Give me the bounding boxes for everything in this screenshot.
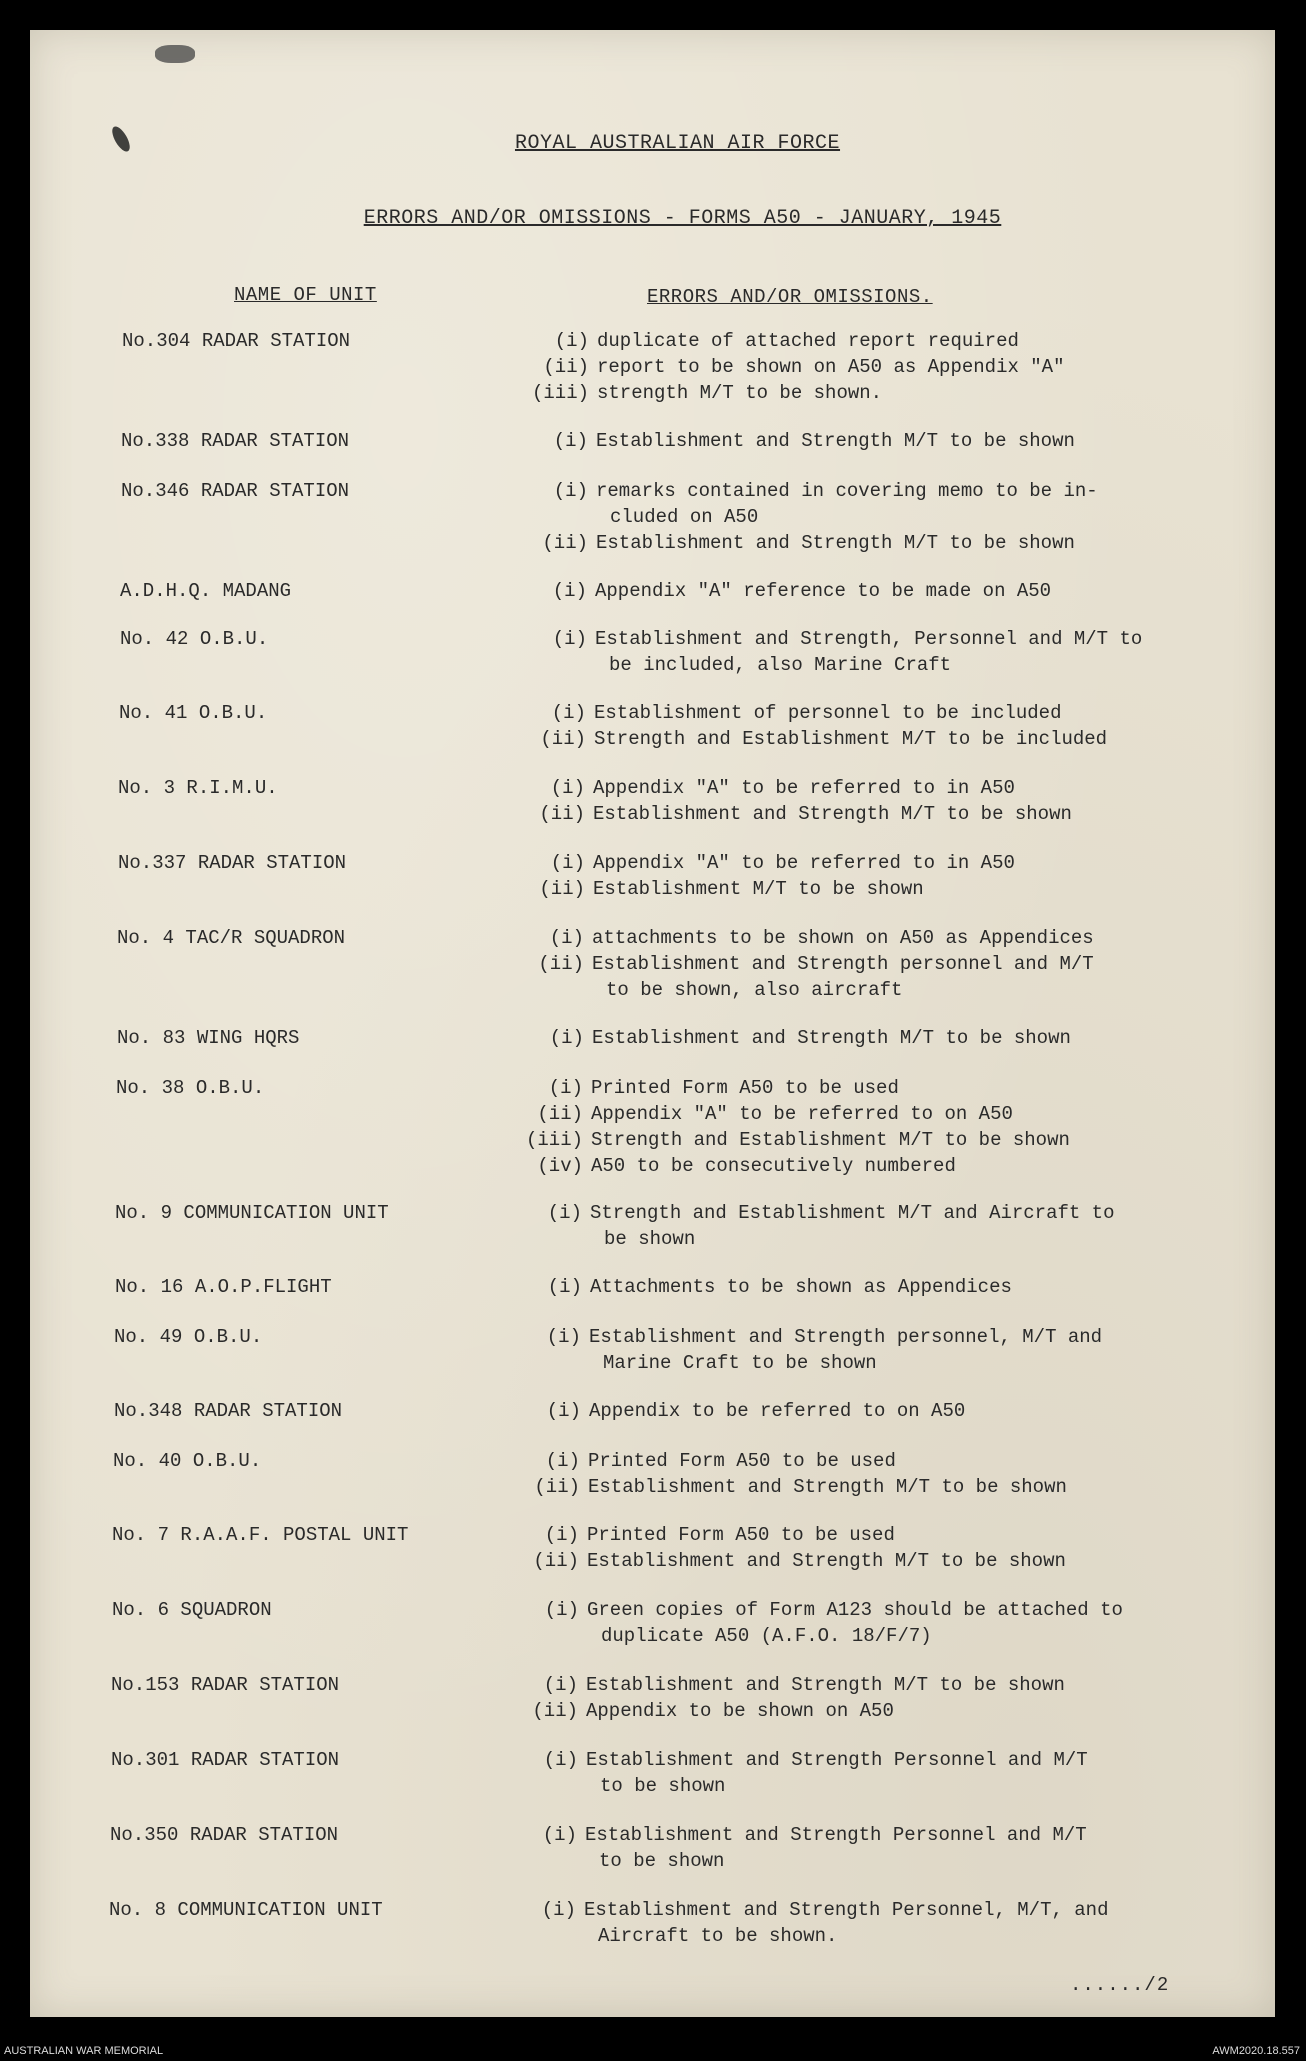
- error-item: [534, 1476, 1067, 1502]
- unit-name: No.348 RADAR STATION: [114, 1400, 343, 1422]
- item-text: A50 to be consecutively numbered: [591, 1155, 956, 1177]
- error-item: [537, 1103, 1070, 1129]
- item-number: (iii): [531, 382, 589, 404]
- error-item: [551, 702, 1107, 728]
- error-items: [546, 1326, 1103, 1378]
- item-number: (ii): [539, 803, 585, 825]
- error-item-continuation: [590, 1228, 1115, 1254]
- archive-reference: AWM2020.18.557: [1212, 2045, 1300, 2057]
- item-text: Green copies of Form A123 should be attached to: [587, 1599, 1123, 1621]
- item-number: (i): [544, 1524, 579, 1546]
- item-number: (ii): [539, 878, 585, 900]
- unit-name: No. 8 COMMUNICATION UNIT: [109, 1899, 383, 1921]
- item-text: Establishment and Strength M/T to be shown: [592, 1027, 1071, 1049]
- item-number: (i): [552, 628, 587, 650]
- item-number: (ii): [537, 1103, 583, 1125]
- error-item: [542, 1824, 1087, 1850]
- item-number: (i): [552, 580, 587, 602]
- unit-name: No. 6 SQUADRON: [112, 1599, 272, 1621]
- item-text: Marine Craft to be shown: [603, 1352, 877, 1374]
- item-text: Establishment and Strength, Personnel and M/T to: [595, 628, 1143, 650]
- error-item-continuation: [586, 1775, 1088, 1801]
- error-items: [544, 1599, 1123, 1651]
- page-continuation-ref: ....../2: [1070, 1974, 1170, 1996]
- item-number: (iv): [537, 1155, 583, 1177]
- item-number: (i): [546, 1400, 581, 1422]
- error-item: [549, 927, 1094, 953]
- item-text: Printed Form A50 to be used: [591, 1077, 899, 1099]
- item-text: Printed Form A50 to be used: [588, 1450, 896, 1472]
- item-number: (i): [549, 1027, 584, 1049]
- item-text: be shown: [604, 1228, 696, 1250]
- error-items: [543, 1749, 1088, 1801]
- item-number: (i): [549, 927, 584, 949]
- error-items: [552, 628, 1143, 680]
- error-item-continuation: [585, 1850, 1087, 1876]
- error-item: [552, 628, 1143, 654]
- item-number: (i): [548, 1077, 583, 1099]
- error-item-continuation: [589, 1352, 1102, 1378]
- error-item-continuation: [592, 979, 1094, 1005]
- error-item: [547, 1276, 1012, 1302]
- error-item: [544, 1524, 1066, 1550]
- item-text: to be shown, also aircraft: [606, 979, 903, 1001]
- item-number: (i): [551, 702, 586, 724]
- error-item: [543, 1749, 1088, 1775]
- error-item: [546, 1400, 966, 1426]
- item-number: (iii): [525, 1129, 583, 1151]
- item-number: (i): [543, 1749, 578, 1771]
- item-number: (ii): [542, 532, 588, 554]
- error-item: [537, 1155, 1070, 1181]
- error-items: [546, 1400, 966, 1426]
- unit-name: No.153 RADAR STATION: [111, 1674, 340, 1696]
- error-items: [542, 1824, 1087, 1876]
- item-number: (i): [554, 330, 589, 352]
- error-items: [532, 1674, 1065, 1726]
- item-text: Establishment of personnel to be included: [594, 702, 1062, 724]
- item-text: Attachments to be shown as Appendices: [590, 1276, 1012, 1298]
- unit-name: No.350 RADAR STATION: [110, 1824, 339, 1846]
- item-text: Appendix to be referred to on A50: [589, 1400, 966, 1422]
- item-text: attachments to be shown on A50 as Appendices: [592, 927, 1094, 949]
- unit-name: No. 4 TAC/R SQUADRON: [117, 927, 346, 949]
- item-text: Appendix "A" reference to be made on A50: [595, 580, 1052, 602]
- item-text: be included, also Marine Craft: [609, 654, 952, 676]
- item-number: (i): [543, 1674, 578, 1696]
- unit-name: No. 49 O.B.U.: [114, 1326, 263, 1348]
- error-items: [540, 702, 1108, 754]
- error-items: [542, 480, 1098, 558]
- error-item: [546, 1326, 1103, 1352]
- item-text: Appendix "A" to be referred to on A50: [591, 1103, 1013, 1125]
- unit-name: No. 42 O.B.U.: [120, 628, 269, 650]
- item-text: Strength and Establishment M/T and Aircraft to: [590, 1202, 1115, 1224]
- error-items: [531, 330, 1065, 408]
- unit-name: No.337 RADAR STATION: [118, 852, 347, 874]
- error-items: [539, 852, 1015, 904]
- item-number: (ii): [534, 1476, 580, 1498]
- unit-name: No. 40 O.B.U.: [113, 1450, 262, 1472]
- error-item: [541, 1899, 1109, 1925]
- error-item: [550, 852, 1015, 878]
- error-items: [547, 1202, 1115, 1254]
- item-text: to be shown: [599, 1850, 725, 1872]
- error-item: [543, 356, 1065, 382]
- item-text: Appendix "A" to be referred to in A50: [593, 852, 1015, 874]
- archive-caption: AUSTRALIAN WAR MEMORIAL: [4, 2045, 164, 2057]
- item-number: (ii): [540, 728, 586, 750]
- item-text: Strength and Establishment M/T to be shown: [591, 1129, 1070, 1151]
- unit-name: A.D.H.Q. MADANG: [120, 580, 292, 602]
- item-text: Strength and Establishment M/T to be included: [594, 728, 1108, 750]
- error-item: [549, 1027, 1071, 1053]
- error-item: [548, 1077, 1070, 1103]
- item-text: Establishment and Strength M/T to be shown: [586, 1674, 1065, 1696]
- unit-name: No.304 RADAR STATION: [122, 330, 351, 352]
- error-item: [525, 1129, 1070, 1155]
- item-text: Establishment and Strength personnel, M/T and: [589, 1326, 1103, 1348]
- item-number: (i): [541, 1899, 576, 1921]
- error-item: [531, 382, 1064, 408]
- item-number: (i): [553, 480, 588, 502]
- item-number: (i): [553, 430, 588, 452]
- item-text: duplicate of attached report required: [597, 330, 1019, 352]
- item-text: report to be shown on A50 as Appendix "A": [597, 356, 1065, 378]
- item-number: (ii): [538, 953, 584, 975]
- item-text: Appendix to be shown on A50: [586, 1700, 894, 1722]
- item-number: (i): [547, 1276, 582, 1298]
- document-page: [30, 30, 1275, 2017]
- item-text: Establishment and Strength Personnel and M/T: [585, 1824, 1087, 1846]
- item-text: Aircraft to be shown.: [598, 1925, 838, 1947]
- unit-name: No. 16 A.O.P.FLIGHT: [115, 1276, 332, 1298]
- error-item-continuation: [596, 506, 1098, 532]
- item-number: (i): [542, 1824, 577, 1846]
- error-item: [540, 728, 1108, 754]
- error-items: [541, 1899, 1109, 1951]
- error-items: [533, 1524, 1066, 1576]
- error-items: [552, 580, 1052, 606]
- item-text: Establishment and Strength M/T to be shown: [596, 532, 1075, 554]
- error-item: [539, 803, 1072, 829]
- item-text: Appendix "A" to be referred to in A50: [593, 777, 1015, 799]
- item-number: (i): [546, 1326, 581, 1348]
- error-item: [533, 1550, 1066, 1576]
- unit-name: No.301 RADAR STATION: [111, 1749, 340, 1771]
- error-item: [545, 1450, 1067, 1476]
- column-header-errors: ERRORS AND/OR OMISSIONS.: [647, 286, 933, 308]
- error-items: [547, 1276, 1012, 1302]
- error-item: [553, 480, 1098, 506]
- error-item-continuation: [587, 1625, 1123, 1651]
- error-item: [547, 1202, 1115, 1228]
- item-text: duplicate A50 (A.F.O. 18/F/7): [601, 1625, 932, 1647]
- item-number: (i): [550, 852, 585, 874]
- item-number: (i): [547, 1202, 582, 1224]
- column-header-unit: NAME OF UNIT: [234, 284, 377, 306]
- error-item-continuation: [584, 1925, 1109, 1951]
- error-item: [544, 1599, 1123, 1625]
- item-text: Establishment and Strength M/T to be shown: [596, 430, 1075, 452]
- item-text: Establishment M/T to be shown: [593, 878, 924, 900]
- item-text: Printed Form A50 to be used: [587, 1524, 895, 1546]
- item-text: strength M/T to be shown.: [597, 382, 883, 404]
- document-title: ROYAL AUSTRALIAN AIR FORCE: [514, 132, 841, 155]
- unit-name: No. 83 WING HQRS: [117, 1027, 300, 1049]
- item-text: Establishment and Strength M/T to be shown: [588, 1476, 1067, 1498]
- error-item: [553, 430, 1075, 456]
- unit-name: No. 38 O.B.U.: [116, 1077, 265, 1099]
- item-text: remarks contained in covering memo to be in-: [596, 480, 1098, 502]
- error-items: [549, 1027, 1071, 1053]
- item-text: Establishment and Strength Personnel, M/T, and: [584, 1899, 1109, 1921]
- error-item: [554, 330, 1064, 356]
- unit-name: No. 7 R.A.A.F. POSTAL UNIT: [112, 1524, 409, 1546]
- item-number: (ii): [533, 1550, 579, 1572]
- unit-name: No. 3 R.I.M.U.: [118, 777, 278, 799]
- error-item: [550, 777, 1072, 803]
- item-number: (ii): [543, 356, 589, 378]
- item-text: Establishment and Strength M/T to be shown: [587, 1550, 1066, 1572]
- item-text: cluded on A50: [610, 506, 759, 528]
- error-item: [538, 953, 1094, 979]
- item-number: (ii): [532, 1700, 578, 1722]
- unit-name: No. 9 COMMUNICATION UNIT: [115, 1202, 389, 1224]
- error-item: [532, 1700, 1065, 1726]
- unit-name: No.346 RADAR STATION: [121, 480, 350, 502]
- error-items: [534, 1450, 1067, 1502]
- ink-blot: [155, 45, 195, 63]
- error-item-continuation: [595, 654, 1142, 680]
- item-text: to be shown: [600, 1775, 726, 1797]
- error-item: [543, 1674, 1065, 1700]
- item-number: (i): [545, 1450, 580, 1472]
- item-number: (i): [550, 777, 585, 799]
- error-item: [552, 580, 1052, 606]
- unit-name: No.338 RADAR STATION: [121, 430, 350, 452]
- error-items: [538, 927, 1094, 1005]
- item-number: (i): [544, 1599, 579, 1621]
- item-text: Establishment and Strength personnel and M/T: [592, 953, 1094, 975]
- item-text: Establishment and Strength M/T to be shown: [593, 803, 1072, 825]
- error-items: [539, 777, 1072, 829]
- item-text: Establishment and Strength Personnel and M/T: [586, 1749, 1088, 1771]
- error-items: [525, 1077, 1070, 1181]
- error-item: [542, 532, 1098, 558]
- error-items: [553, 430, 1075, 456]
- document-subtitle: ERRORS AND/OR OMISSIONS - FORMS A50 - JANUARY, 1945: [363, 207, 1002, 230]
- unit-name: No. 41 O.B.U.: [119, 702, 268, 724]
- error-item: [539, 878, 1015, 904]
